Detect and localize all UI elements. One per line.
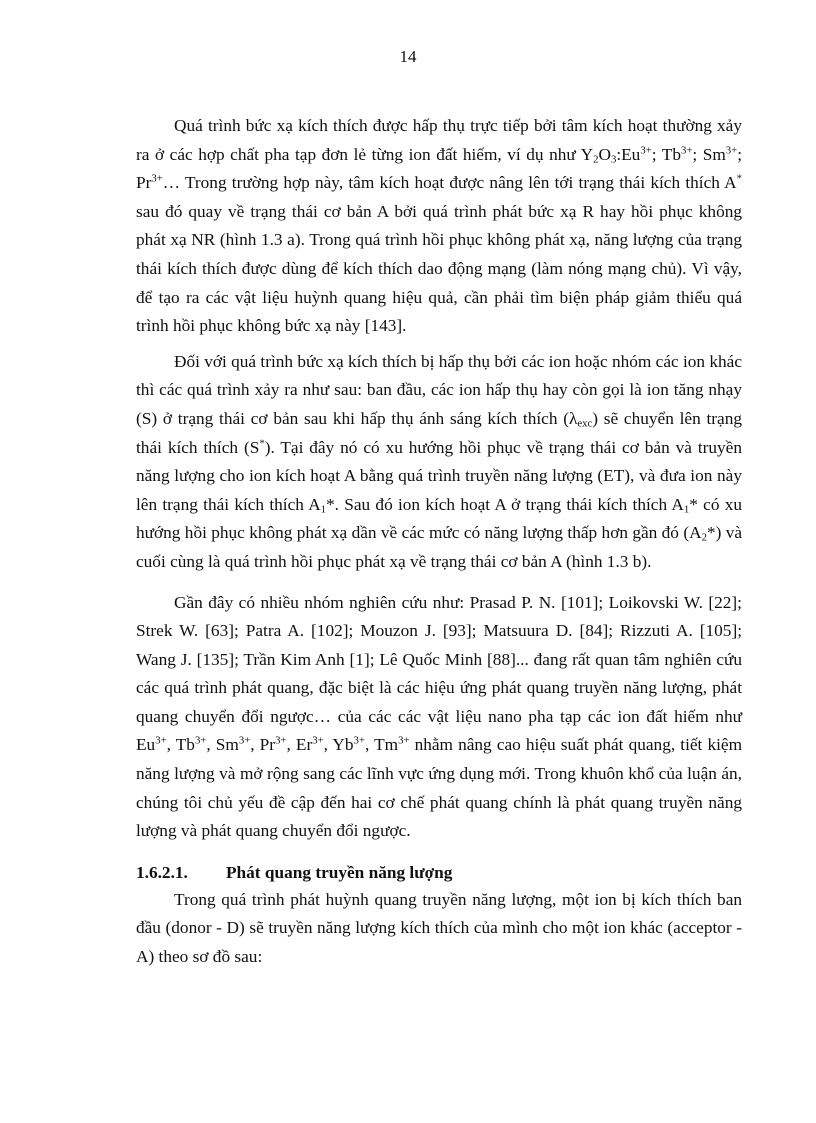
text-run: ) sẽ chuyển lên trạng thái kích thích (S: [136, 408, 742, 457]
superscript: 3+: [353, 735, 365, 748]
superscript: 3+: [194, 735, 207, 748]
page-body: [136, 112, 742, 972]
superscript: *: [259, 437, 265, 450]
paragraph-gap: [136, 846, 742, 860]
text-run: :Eu: [616, 144, 641, 164]
superscript: 3+: [275, 735, 287, 748]
subscript: 1: [683, 503, 690, 516]
text-run: … Trong trường hợp này, tâm kích hoạt được nâng lên tới trạng thái kích thích A: [162, 173, 737, 193]
superscript: 3+: [151, 172, 163, 185]
text-run: , Er: [286, 735, 313, 755]
text-run: ; Pr: [136, 144, 742, 193]
text-run: Đối với quá trình bức xạ kích thích bị hấp thụ bởi các ion hoặc nhóm các ion khác thì các quá trình xảy ra như sau: ban đầu, các ion hấp thụ hay còn gọi là ion tăng nhạy (S) ở trạng thái cơ bản sau khi hấp thụ ánh sáng kích thích (λ: [136, 351, 743, 428]
section-number: 1.6.2.1.: [136, 862, 188, 882]
paragraph-gap: [136, 577, 742, 589]
text-run: , Tm: [364, 735, 399, 755]
text-run: O: [598, 144, 611, 164]
superscript: 3+: [155, 735, 167, 748]
superscript: 3+: [398, 735, 410, 748]
subscript: 3: [610, 153, 617, 166]
text-run: Gần đây có nhiều nhóm nghiên cứu như: Prasad P. N. [101]; Loikovski W. [22]; Strek W. [63]; Patra A. [102]; Mouzon J. [93]; Matsuura D. [84]; Rizzuti A. [105]; Wang J. [135]; Trần Kim Anh [1]; Lê Quốc Minh [88]... đang rất quan tâm nghiên cứu các quá trình phát quang, đặc biệt là các hiệu ứng phát quang truyền năng lượng, phát quang chuyển đổi ngược… của các các vật liệu nano pha tạp các ion đất hiếm như Eu: [136, 592, 742, 755]
text-run: ; Sm: [692, 144, 726, 164]
text-run: * có xu hướng hồi phục không phát xạ dần về các mức có năng lượng thấp hơn gần đó (A: [136, 494, 743, 543]
text-run: nhằm nâng cao hiệu suất phát quang, tiết kiệm năng lượng và mở rộng sang các lĩnh vực ứng dụng mới. Trong khuôn khổ của luận án, chúng tôi chủ yếu đề cập đến hai cơ chế phát quang chính là phát quang truyền năng lượng và phát quang chuyển đổi ngược.: [136, 735, 743, 841]
text-run: *) và cuối cùng là quá trình hồi phục phát xạ về trạng thái cơ bản A (hình 1.3 b).: [136, 523, 742, 571]
text-run: *. Sau đó ion kích hoạt A ở trạng thái kích thích A: [326, 494, 684, 514]
superscript: 3+: [238, 735, 251, 748]
superscript: 3+: [725, 144, 738, 157]
superscript: 3+: [312, 735, 324, 748]
text-run: , Yb: [323, 735, 354, 755]
page-number: 14: [399, 47, 417, 66]
paragraph-gap: [136, 341, 742, 348]
section-heading: [136, 860, 742, 886]
superscript: *: [736, 172, 742, 185]
superscript: 3+: [640, 144, 652, 157]
superscript: 3+: [680, 144, 693, 157]
text-run: , Pr: [250, 735, 276, 755]
paragraph-research-groups: [136, 589, 742, 846]
subscript: exc: [577, 417, 593, 430]
text-run: , Sm: [206, 735, 239, 755]
subscript: 1: [320, 503, 327, 516]
subscript: 2: [701, 531, 707, 544]
text-run: sau đó quay về trạng thái cơ bản A bởi quá trình phát bức xạ R hay hồi phục không phát xạ NR (hình 1.3 a). Trong quá trình hồi phục không phát xạ, năng lượng của trạng thái kích thích được dùng để kích thích dao động mạng (làm nóng mạng chủ). Vì vậy, để tạo ra các vật liệu huỳnh quang hiệu quả, cần phải tìm biện pháp giảm thiểu quá trình hồi phục không bức xạ này [143].: [136, 201, 742, 336]
text-run: Quá trình bức xạ kích thích được hấp thụ trực tiếp bởi tâm kích hoạt thường xảy ra ở các hợp chất pha tạp đơn lẻ từng ion đất hiếm, ví dụ như Y: [136, 116, 742, 164]
section-title: Phát quang truyền năng lượng: [226, 862, 453, 882]
paragraph-direct-excitation: [136, 112, 742, 341]
paragraph-sensitized-excitation: [136, 348, 742, 577]
text-run: ). Tại đây nó có xu hướng hồi phục về trạng thái cơ bản và truyền năng lượng cho ion kích hoạt A bằng quá trình truyền năng lượng (ET), và đưa ion này lên trạng thái kích thích A: [136, 437, 742, 514]
paragraph-energy-transfer: Trong quá trình phát huỳnh quang truyền năng lượng, một ion bị kích thích ban đầu (donor - D) sẽ truyền năng lượng kích thích của mình cho một ion khác (acceptor - A) theo sơ đồ sau:: [136, 889, 742, 967]
text-run: , Tb: [166, 735, 195, 755]
subscript: 2: [593, 153, 599, 166]
text-run: ; Tb: [651, 144, 681, 164]
